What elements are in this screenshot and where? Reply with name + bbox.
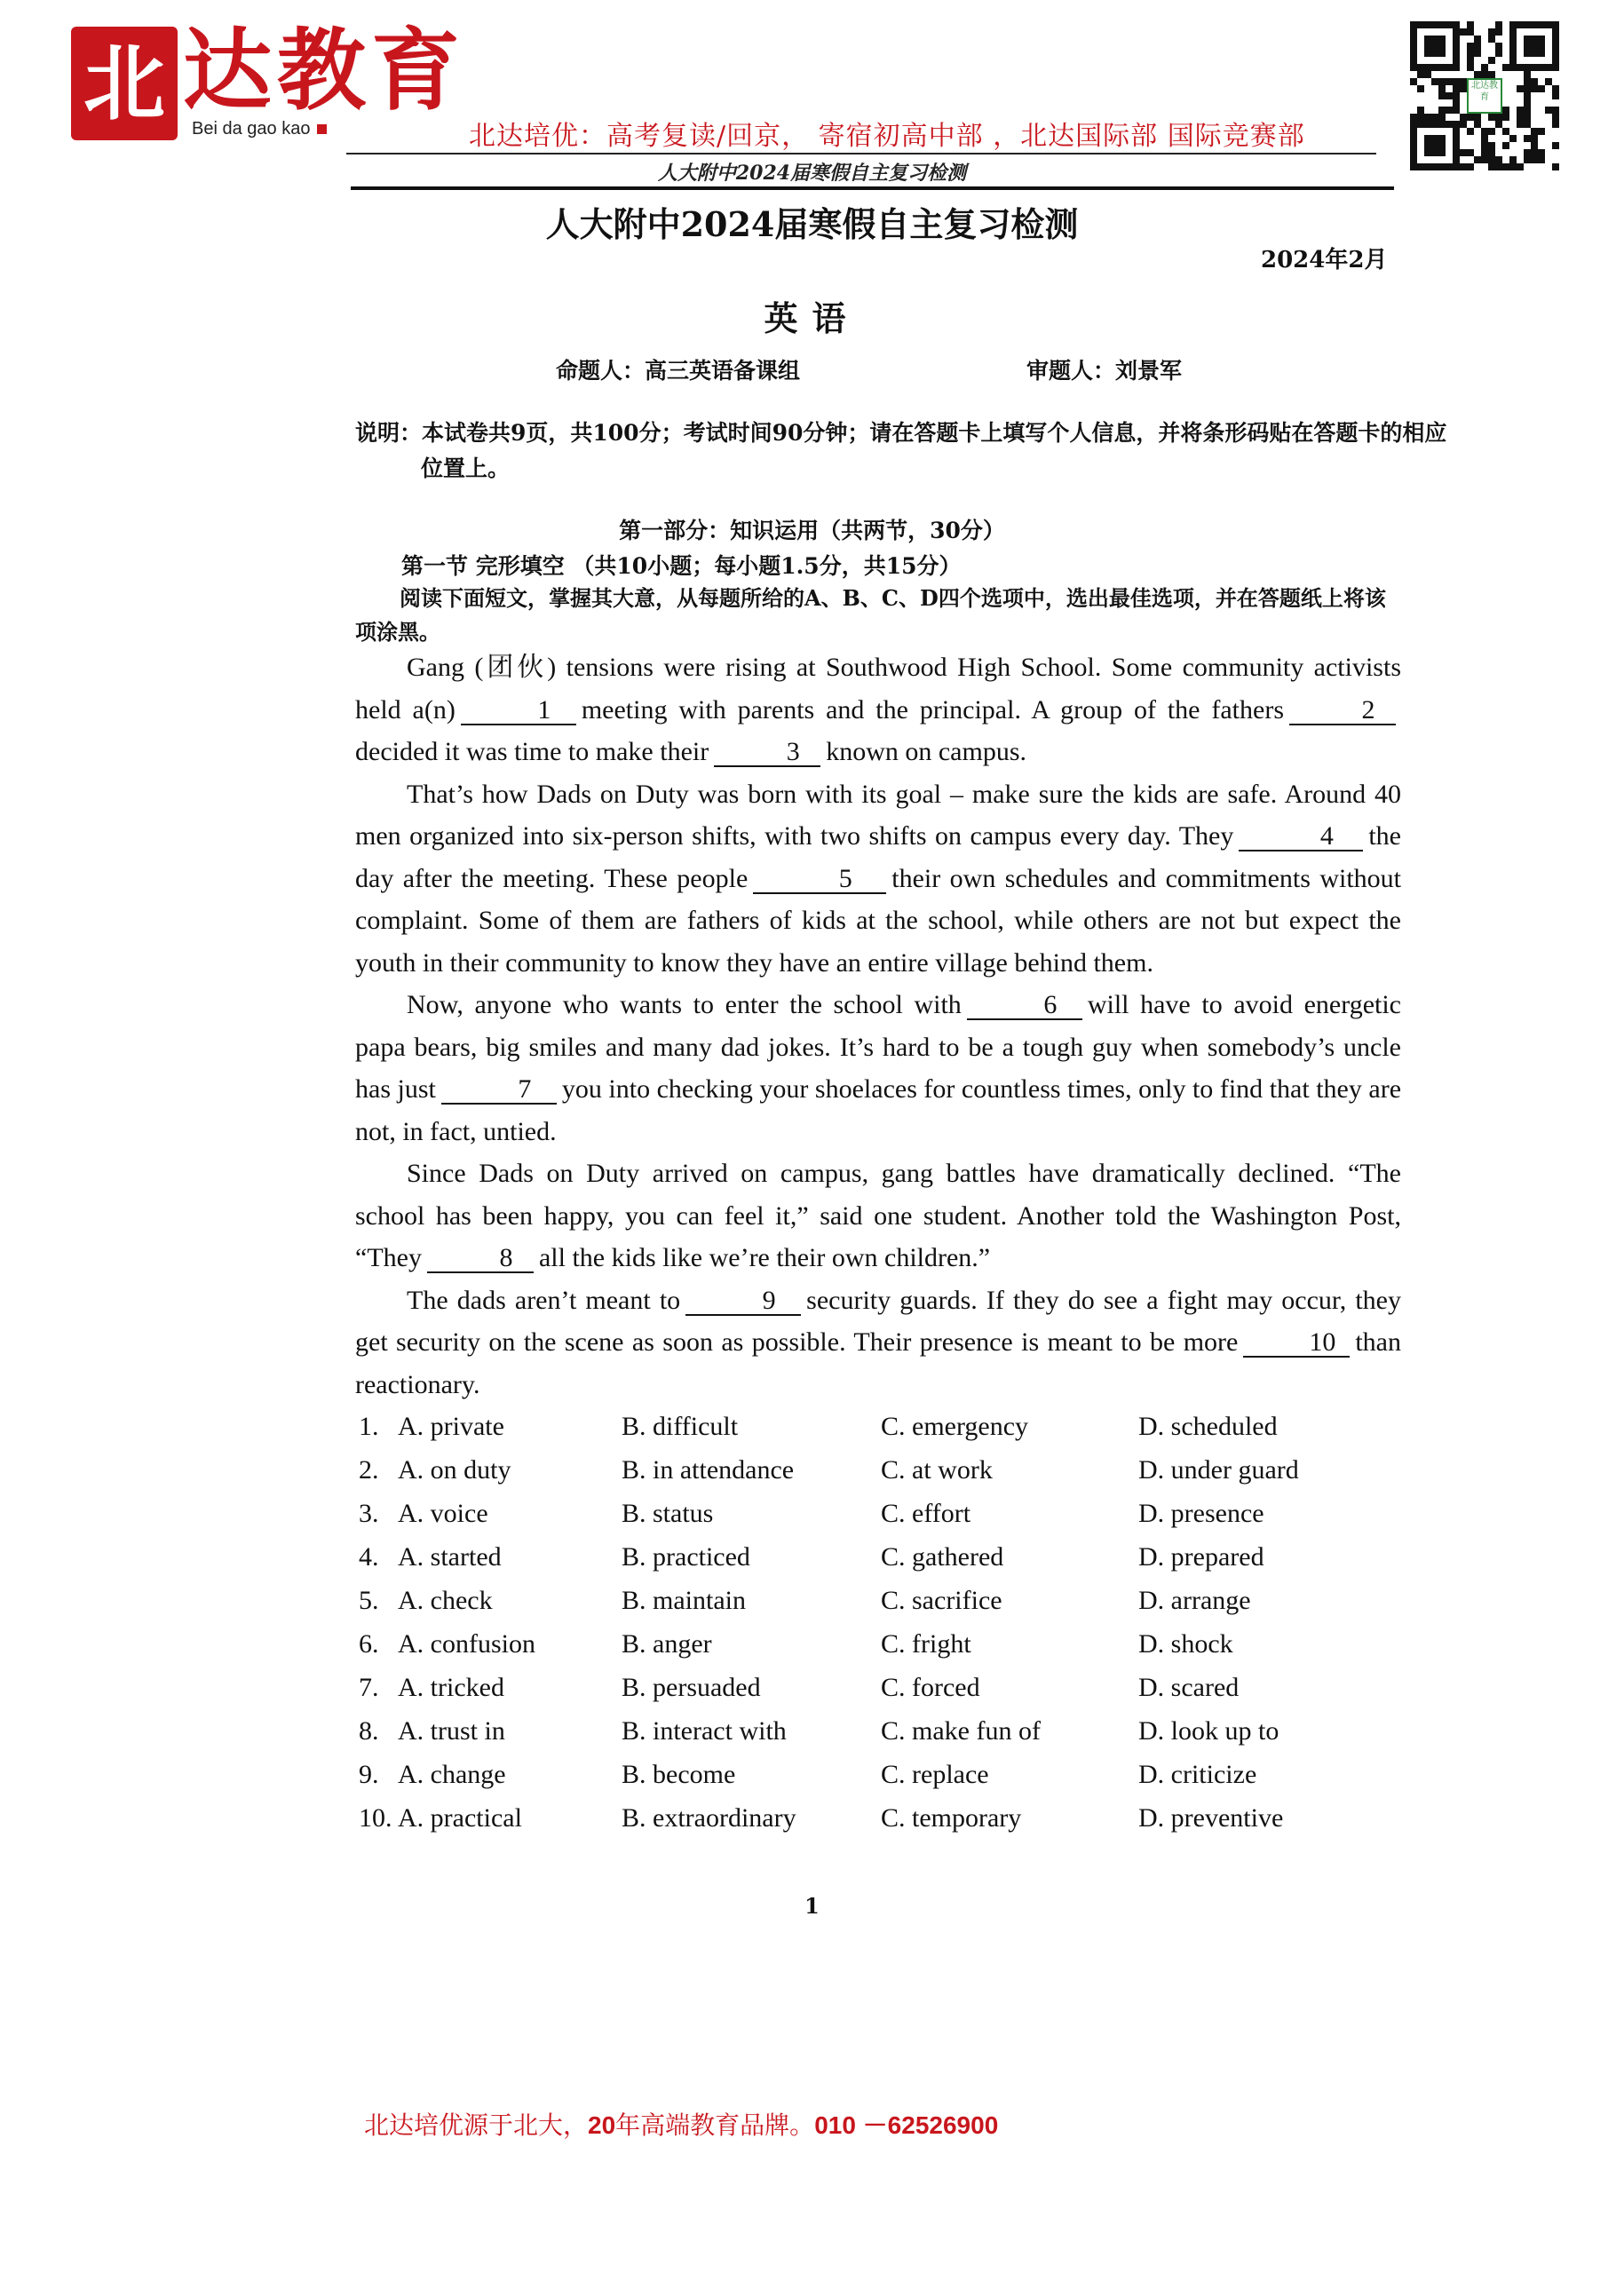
option-row [359,1499,1424,1542]
option-d: D. look up to [1138,1716,1279,1746]
reviewer-line: 审题人：刘景军 [1026,358,1183,384]
part-title: 第一部分：知识运用（共两节，30分） [619,518,1005,543]
question-number: 3. [359,1499,379,1528]
answer-options [359,1412,1424,1847]
option-c: C. forced [881,1673,980,1702]
author-line: 命题人：高三英语备课组 [556,358,801,384]
passage-paragraph: That’s how Dads on Duty was born with its goal – make sure the kids are safe. Around 40 men organized into six-person shifts, with two shifts on campus every day. They 4 the day after the meeting. These people 5 their own schedules and commitments without complaint. Some of them are fathers of kids at the school, while others are not but expect the youth in their community to know they have an entire village behind them. [355,779,1401,978]
option-row [359,1542,1424,1586]
logo-text: 达教育 [183,18,465,123]
blank-4: 4 [1239,823,1363,851]
page-number: 1 [804,1893,820,1919]
cloze-passage [355,646,1401,1406]
logo-pinyin: Bei da gao kao [192,119,327,139]
option-d: D. scheduled [1138,1412,1278,1441]
exam-date: 2024年2月 [1261,247,1388,273]
option-d: D. shock [1138,1629,1233,1659]
question-number: 5. [359,1586,379,1615]
option-c: C. sacrifice [881,1586,1002,1615]
blank-3: 3 [714,739,820,767]
footer-ad: 北达培优源于北大，20年高端教育品牌。010 －62526900 [364,2111,999,2140]
blank-10: 10 [1243,1329,1350,1358]
blank-6: 6 [967,992,1082,1020]
question-number: 6. [359,1629,379,1659]
question-number: 1. [359,1412,379,1441]
banner-text: 北达培优：高考复读/回京， 寄宿初高中部 ，北达国际部 国际竞赛部 [469,121,1305,152]
option-a: A. started [398,1542,502,1572]
question-number: 2. [359,1455,379,1485]
option-row [359,1716,1424,1760]
option-d: D. scared [1138,1673,1240,1702]
option-row [359,1760,1424,1803]
option-a: A. confusion [398,1629,535,1659]
option-a: A. change [398,1760,506,1789]
header-divider [351,186,1394,190]
option-b: B. become [622,1760,736,1789]
option-c: C. effort [881,1499,971,1528]
option-c: C. fright [881,1629,971,1659]
blank-9: 9 [685,1287,801,1316]
option-row [359,1629,1424,1673]
running-header: 人大附中2024届寒假自主复习检测 [657,162,967,185]
option-a: A. private [398,1412,504,1441]
exam-instructions: 说明：本试卷共9页，共100分；考试时间90分钟；请在答题卡上填写个人信息，并将条形码贴在答题卡的相应位置上。 [355,420,1447,481]
exam-title: 人大附中2024届寒假自主复习检测 [545,204,1079,244]
option-d: D. preventive [1138,1803,1284,1833]
blank-8: 8 [427,1245,534,1273]
option-d: D. presence [1138,1499,1264,1528]
blank-1: 1 [461,697,576,725]
option-c: C. replace [881,1760,989,1789]
option-b: B. in attendance [622,1455,795,1485]
section-title: 第一节 完形填空 （共10小题；每小题1.5分，共15分） [401,553,962,579]
blank-5: 5 [753,866,886,894]
subject-title: 英语 [764,298,860,338]
option-b: B. extraordinary [622,1803,796,1833]
option-b: B. persuaded [622,1673,761,1702]
option-a: A. tricked [398,1673,504,1702]
option-b: B. maintain [622,1586,746,1615]
option-d: D. arrange [1138,1586,1251,1615]
passage-paragraph: The dads aren’t meant to 9 security guards. If they do see a fight may occur, they get security on the scene as soon as possible. Their presence is meant to be more 10 than reactionary. [355,1285,1401,1399]
option-b: B. practiced [622,1542,750,1572]
option-c: C. at work [881,1455,993,1485]
question-number: 8. [359,1716,379,1746]
option-a: A. practical [398,1803,522,1833]
option-a: A. check [398,1586,493,1615]
passage-paragraph: Gang (团伙) tensions were rising at Southwood High School. Some community activists held a(n) 1 meeting with parents and the principal. A group of the fathers 2decided it was time to make their 3 known on campus. [355,653,1401,766]
option-b: B. anger [622,1629,712,1659]
logo-mark: 北 [71,27,178,140]
option-row [359,1803,1424,1847]
option-a: A. on duty [398,1455,511,1485]
question-number: 4. [359,1542,379,1572]
option-row [359,1412,1424,1455]
question-number: 7. [359,1673,379,1702]
option-b: B. status [622,1499,714,1528]
option-b: B. interact with [622,1716,787,1746]
banner-divider [346,153,1376,154]
blank-7: 7 [441,1076,557,1105]
option-b: B. difficult [622,1412,739,1441]
option-c: C. gathered [881,1542,1004,1572]
question-number: 10. [359,1803,392,1833]
option-d: D. under guard [1138,1455,1299,1485]
passage-paragraph: Since Dads on Duty arrived on campus, gang battles have dramatically declined. “The school has been happy, you can feel it,” said one student. Another told the Washington Post, “They 8 all the kids like we’re their own children.” [355,1159,1401,1272]
option-c: C. temporary [881,1803,1022,1833]
qr-center-logo: 北达教育 [1467,78,1502,114]
option-row [359,1673,1424,1716]
blank-2: 2 [1289,697,1396,725]
passage-paragraph: Now, anyone who wants to enter the school with 6 will have to avoid energetic papa bears, big smiles and many dad jokes. It’s hard to be a tough guy when somebody’s uncle has just 7 you into checking your shoelaces for countless times, only to find that they are not, in fact, untied. [355,990,1402,1146]
option-row [359,1586,1424,1629]
option-c: C. make fun of [881,1716,1041,1746]
option-d: D. prepared [1138,1542,1264,1572]
option-d: D. criticize [1138,1760,1257,1789]
option-a: A. trust in [398,1716,505,1746]
option-c: C. emergency [881,1412,1029,1441]
option-row [359,1455,1424,1499]
question-number: 9. [359,1760,379,1789]
section-directions: 阅读下面短文，掌握其大意，从每题所给的A、B、C、D四个选项中，选出最佳选项，并在答题纸上将该项涂黑。 [355,585,1386,645]
option-a: A. voice [398,1499,488,1528]
